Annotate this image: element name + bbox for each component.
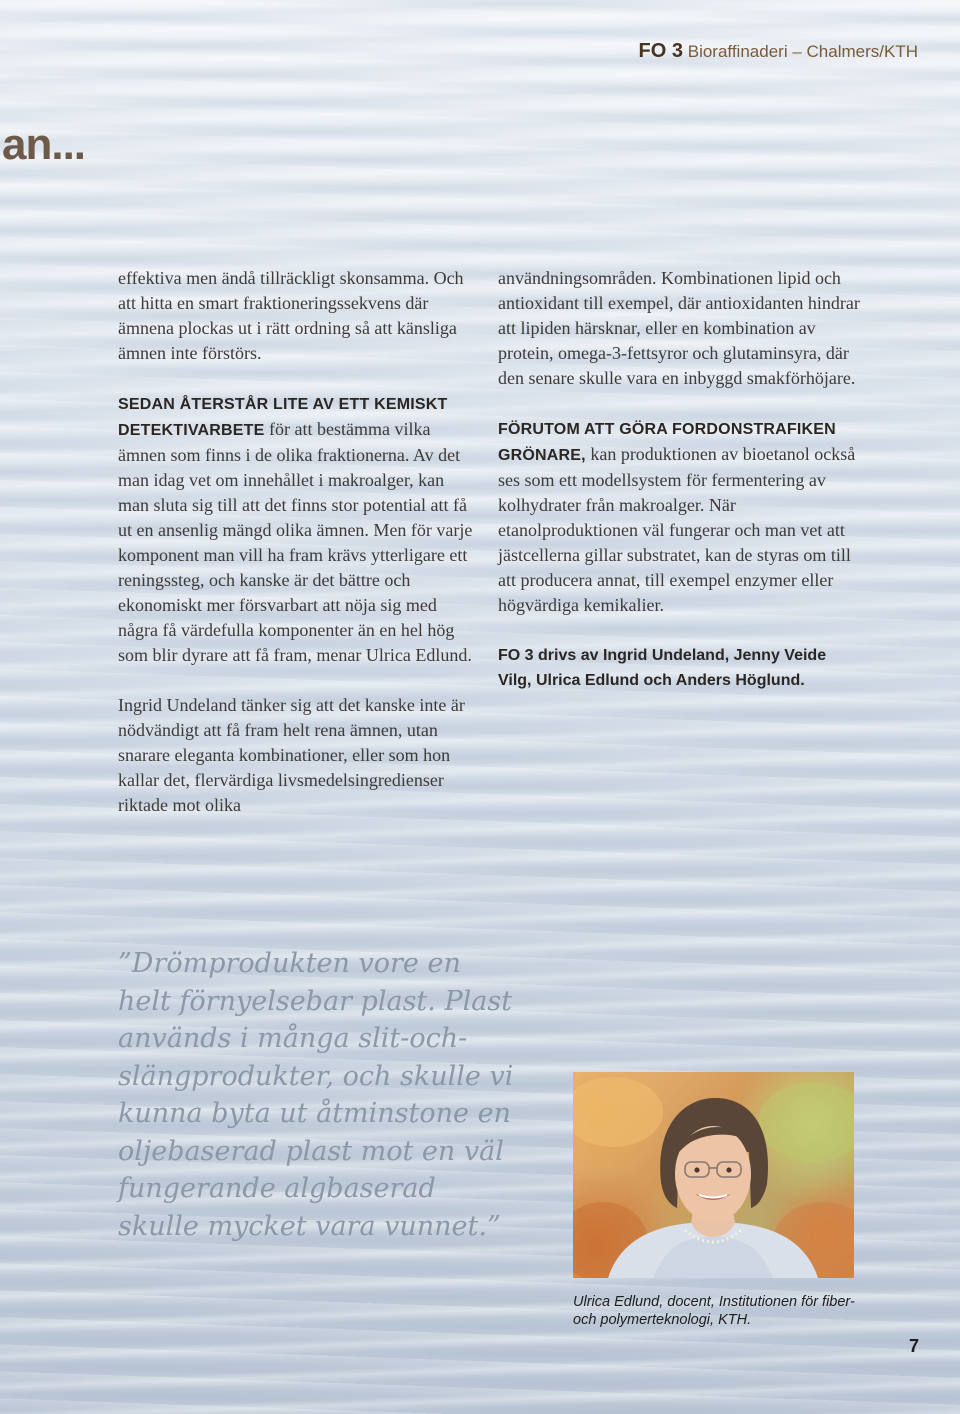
left-paragraph-2-body: för att bestämma vilka ämnen som finns i de olika fraktionerna. Av det man idag vet om innehållet i makroalger, kan man sluta sig till att det finns stor potential att få ut en ansenlig mängd olika ämnen. Men för varje komponent man vill ha fram krävs ytterligare ett reningssteg, och kanske är det bättre och ekonomiskt mer försvarbart att nöja sig med några få värdefulla komponenter än en hel hög som blir dyrare att få fram, menar Ulrica Edlund. (118, 419, 473, 665)
left-paragraph-1: effektiva men ändå tillräckligt skonsamma. Och att hitta en smart fraktioneringssekvens där ämnena plockas ut i rätt ordning så att känsliga ämnen inte förstörs. (118, 268, 464, 363)
project-credits: FO 3 drivs av Ingrid Undeland, Jenny Veide Vilg, Ulrica Edlund och Anders Höglund. (498, 647, 827, 689)
right-paragraph-2 (498, 416, 860, 618)
left-paragraph-2 (118, 391, 478, 668)
right-column (498, 266, 860, 718)
photo-caption: Ulrica Edlund, docent, Institutionen för fiber- och polymerteknologi, KTH. (573, 1294, 855, 1328)
header-series: FO 3 (638, 40, 683, 62)
portrait-photo (573, 1072, 854, 1278)
left-paragraph-3: Ingrid Undeland tänker sig att det kanske inte är nödvändigt att få fram helt rena ämnen, utan snarare eleganta kombinationer, eller som hon kallar det, flervärdiga livsmedelsingredienser riktade mot olika (118, 695, 465, 815)
portrait-illustration (573, 1072, 854, 1278)
header-separator: – (792, 42, 802, 61)
pull-quote: ”Drömprodukten vore en helt förnyelsebar plast. Plast används i många slit-och-slängprodukter, och skulle vi kunna byta ut åtminstone en oljebaserad plast mot en väl fungerande algbaserad skulle mycket vara vunnet.” (118, 948, 514, 1242)
right-paragraph-2-body: kan produktionen av bioetanol också ses som ett modellsystem för fermentering av kolhydrater från makroalger. När etanolproduktionen väl fungerar och man vet att jästcellerna gillar substratet, kan de styras om till att producera annat, till exempel enzymer eller högvärdiga kemikalier. (498, 444, 856, 615)
title-fragment: an... (2, 120, 86, 169)
right-lead-in: FÖRUTOM ATT GÖRA FORDONSTRAFIKEN GRÖNARE, (498, 421, 836, 464)
page-number: 7 (908, 1336, 919, 1356)
header-institution: Chalmers/KTH (806, 42, 918, 61)
left-column (118, 266, 478, 843)
running-header (639, 40, 918, 63)
right-paragraph-1: användningsområden. Kombinationen lipid och antioxidant till exempel, där antioxidanten hindrar att lipiden härsknar, eller en kombination av protein, omega-3-fettsyror och glutaminsyra, där den senare skulle vara en inbyggd smakförhöjare. (498, 268, 860, 388)
left-lead-in: SEDAN ÅTERSTÅR LITE AV ETT KEMISKT DETEKTIVARBETE (118, 396, 448, 439)
header-subject: Bioraffinaderi (687, 42, 788, 61)
